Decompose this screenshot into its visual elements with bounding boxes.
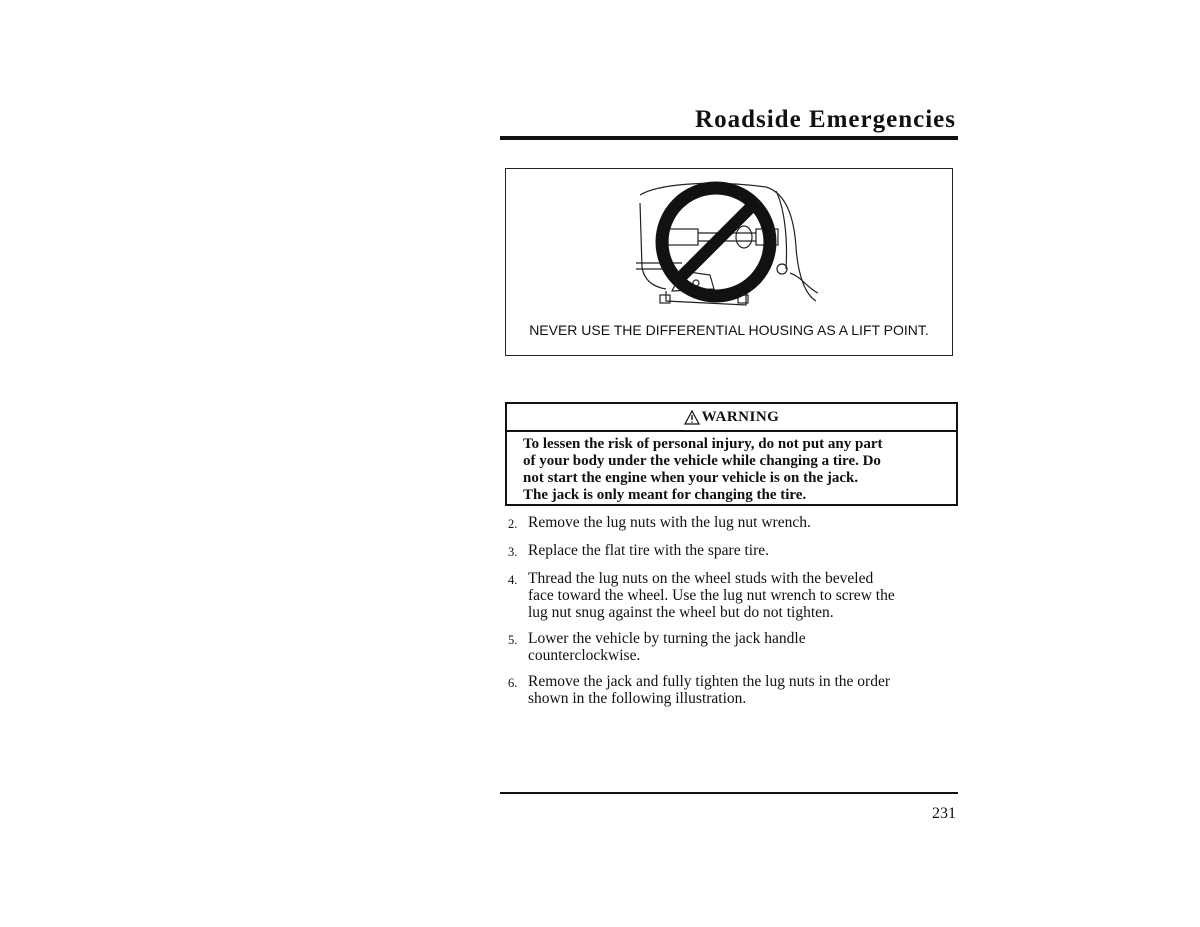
step-line: face toward the wheel. Use the lug nut wrench to screw the bbox=[528, 587, 895, 604]
prohibition-icon bbox=[651, 177, 781, 307]
list-item bbox=[508, 630, 958, 664]
step-line: Replace the flat tire with the spare tire. bbox=[528, 542, 770, 559]
step-number: 4. bbox=[508, 573, 518, 587]
step-number: 6. bbox=[508, 676, 518, 690]
step-text bbox=[528, 542, 958, 561]
steps-list bbox=[508, 514, 958, 716]
step-text bbox=[528, 630, 958, 664]
figure-caption: NEVER USE THE DIFFERENTIAL HOUSING AS A LIFT POINT. bbox=[529, 322, 929, 338]
step-text bbox=[528, 570, 958, 621]
list-item bbox=[508, 542, 958, 561]
warning-box bbox=[505, 402, 958, 506]
step-number: 5. bbox=[508, 633, 518, 647]
step-line: Remove the lug nuts with the lug nut wrench. bbox=[528, 514, 811, 531]
footer-rule bbox=[500, 792, 958, 794]
step-line: shown in the following illustration. bbox=[528, 690, 747, 707]
step-line: counterclockwise. bbox=[528, 647, 641, 664]
step-line: Remove the jack and fully tighten the lug nuts in the order bbox=[528, 673, 891, 690]
step-text bbox=[528, 673, 958, 707]
warning-title: WARNING bbox=[701, 408, 780, 425]
figure-box bbox=[505, 168, 953, 356]
section-title: Roadside Emergencies bbox=[695, 106, 956, 133]
warning-triangle-icon bbox=[684, 410, 700, 425]
header-rule bbox=[500, 136, 958, 140]
list-item bbox=[508, 673, 958, 707]
warning-header bbox=[507, 404, 956, 432]
step-line: lug nut snug against the wheel but do not tighten. bbox=[528, 604, 834, 621]
step-number: 2. bbox=[508, 517, 518, 531]
list-item bbox=[508, 514, 958, 533]
page-number: 231 bbox=[932, 805, 956, 822]
warning-line: not start the engine when your vehicle is on the jack. bbox=[523, 470, 859, 486]
warning-line: To lessen the risk of personal injury, do not put any part bbox=[523, 436, 883, 452]
list-item bbox=[508, 570, 958, 621]
step-number: 3. bbox=[508, 545, 518, 559]
warning-line: of your body under the vehicle while changing a tire. Do bbox=[523, 453, 881, 469]
step-line: Lower the vehicle by turning the jack handle bbox=[528, 630, 806, 647]
warning-line: The jack is only meant for changing the tire. bbox=[523, 487, 807, 503]
step-line: Thread the lug nuts on the wheel studs with the beveled bbox=[528, 570, 874, 587]
warning-text bbox=[507, 432, 956, 504]
step-text bbox=[528, 514, 958, 533]
